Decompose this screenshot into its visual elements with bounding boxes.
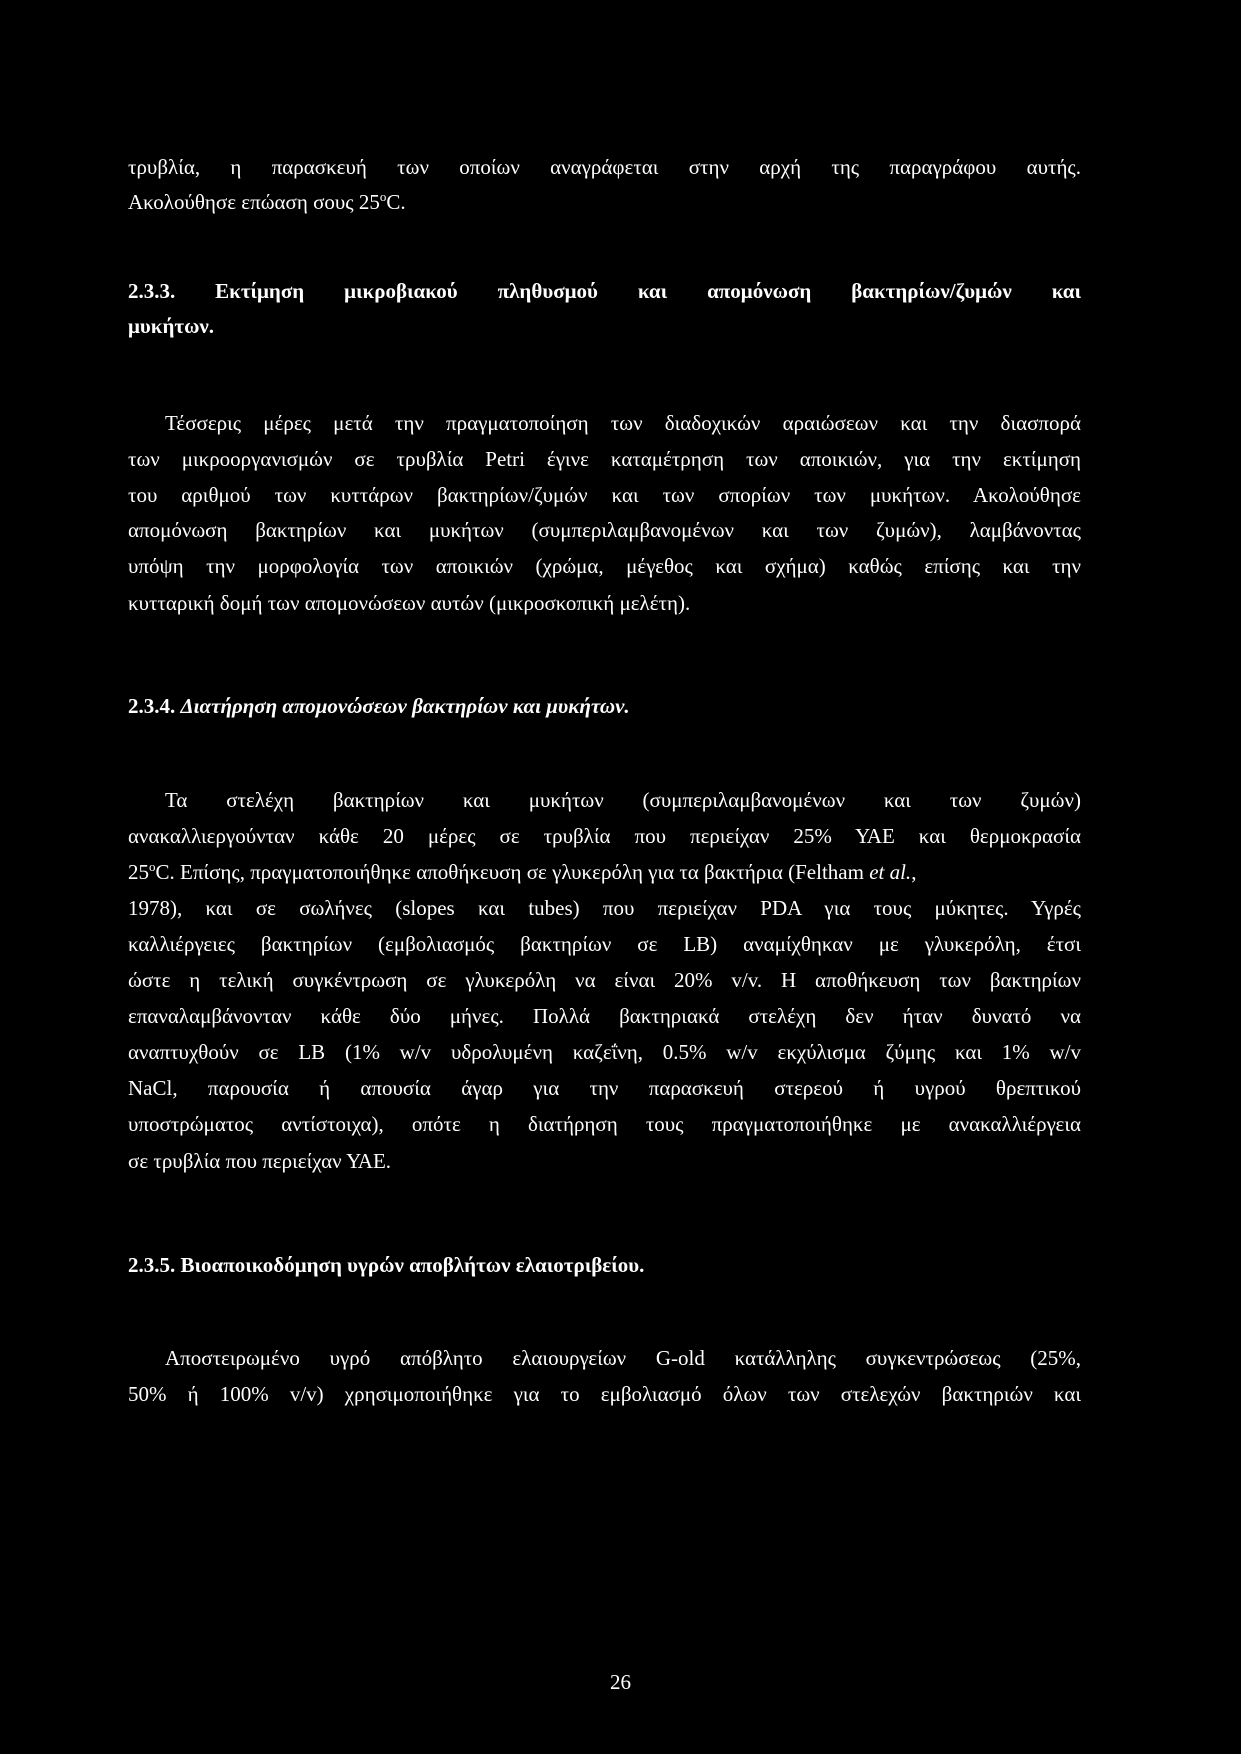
section-234-line-6: ώστε η τελική συγκέντρωση σε γλυκερόλη να είναι 20% v/v. Η αποθήκευση των βακτηρίων: [128, 968, 1081, 992]
section-234-line-1: Τα στελέχη βακτηρίων και μυκήτων (συμπεριλαμβανομένων και των ζυμών): [165, 788, 1081, 812]
section-235-line-2: 50% ή 100% v/v) χρησιμοποιήθηκε για το εμβολιασμό όλων των στελεχών βακτηριών και: [128, 1382, 1081, 1406]
section-235-line-1: Αποστειρωμένο υγρό απόβλητο ελαιουργείων G-old κατάλληλης συγκεντρώσεως (25%,: [165, 1346, 1081, 1370]
section-233-line-3: του αριθμού των κυττάρων βακτηρίων/ζυμών και των σπορίων των μυκήτων. Ακολούθησε: [128, 483, 1081, 507]
section-233-line-4: απομόνωση βακτηρίων και μυκήτων (συμπεριλαμβανομένων και των ζυμών), λαμβάνοντας: [128, 518, 1081, 542]
section-234-line-4: 1978), και σε σωλήνες (slopes και tubes) που περιείχαν PDA για τους μύκητες. Υγρές: [128, 896, 1081, 920]
section-234-line-2: ανακαλλιεργούνταν κάθε 20 μέρες σε τρυβλία που περιείχαν 25% ΥΑΕ και θερμοκρασία: [128, 824, 1081, 848]
page-number: 26: [610, 1670, 631, 1694]
section-233-line-6: κυτταρική δομή των απομονώσεων αυτών (μικροσκοπική μελέτη).: [128, 591, 691, 615]
section-234-line-8: αναπτυχθούν σε LB (1% w/v υδρολυμένη καζεΐνη, 0.5% w/v εκχύλισμα ζύμης και 1% w/v: [128, 1040, 1081, 1064]
section-233-heading-cont: μυκήτων.: [128, 314, 215, 338]
intro-line-2: Ακολούθησε επώαση σους 25$^o$C.: [128, 189, 406, 214]
section-234-line-3: 25$^o$C. Επίσης, πραγματοποιήθηκε αποθήκευση σε γλυκερόλη για τα βακτήρια (Feltham et al.,: [128, 859, 917, 884]
section-233-heading: 2.3.3. Εκτίμηση μικροβιακού πληθυσμού και απομόνωση βακτηρίων/ζυμών και: [128, 279, 1081, 303]
intro-line-1: τρυβλία, η παρασκευή των οποίων αναγράφεται στην αρχή της παραγράφου αυτής.: [128, 155, 1081, 179]
section-233-line-1: Τέσσερις μέρες μετά την πραγματοποίηση των διαδοχικών αραιώσεων και την διασπορά: [165, 411, 1081, 435]
section-234-line-7: επαναλαμβάνονταν κάθε δύο μήνες. Πολλά βακτηριακά στελέχη δεν ήταν δυνατό να: [128, 1004, 1081, 1028]
section-234-line-5: καλλιέργειες βακτηρίων (εμβολιασμός βακτηρίων σε LB) αναμίχθηκαν με γλυκερόλη, έτσι: [128, 932, 1081, 956]
section-234-line-11: σε τρυβλία που περιείχαν ΥΑΕ.: [128, 1149, 392, 1173]
section-233-line-2: των μικροοργανισμών σε τρυβλία Petri έγινε καταμέτρηση των αποικιών, για την εκτίμηση: [128, 447, 1081, 471]
section-234-heading: 2.3.4. Διατήρηση απομονώσεων βακτηρίων και μυκήτων.: [128, 694, 630, 718]
section-234-line-9: NaCl, παρουσία ή απουσία άγαρ για την παρασκευή στερεού ή υγρού θρεπτικού: [128, 1076, 1081, 1100]
section-235-heading: 2.3.5. Βιοαποικοδόμηση υγρών αποβλήτων ελαιοτριβείου.: [128, 1253, 645, 1277]
section-234-line-10: υποστρώματος αντίστοιχα), οπότε η διατήρηση τους πραγματοποιήθηκε με ανακαλλιέργεια: [128, 1112, 1081, 1136]
section-233-line-5: υπόψη την μορφολογία των αποικιών (χρώμα, μέγεθος και σχήμα) καθώς επίσης και την: [128, 554, 1081, 578]
